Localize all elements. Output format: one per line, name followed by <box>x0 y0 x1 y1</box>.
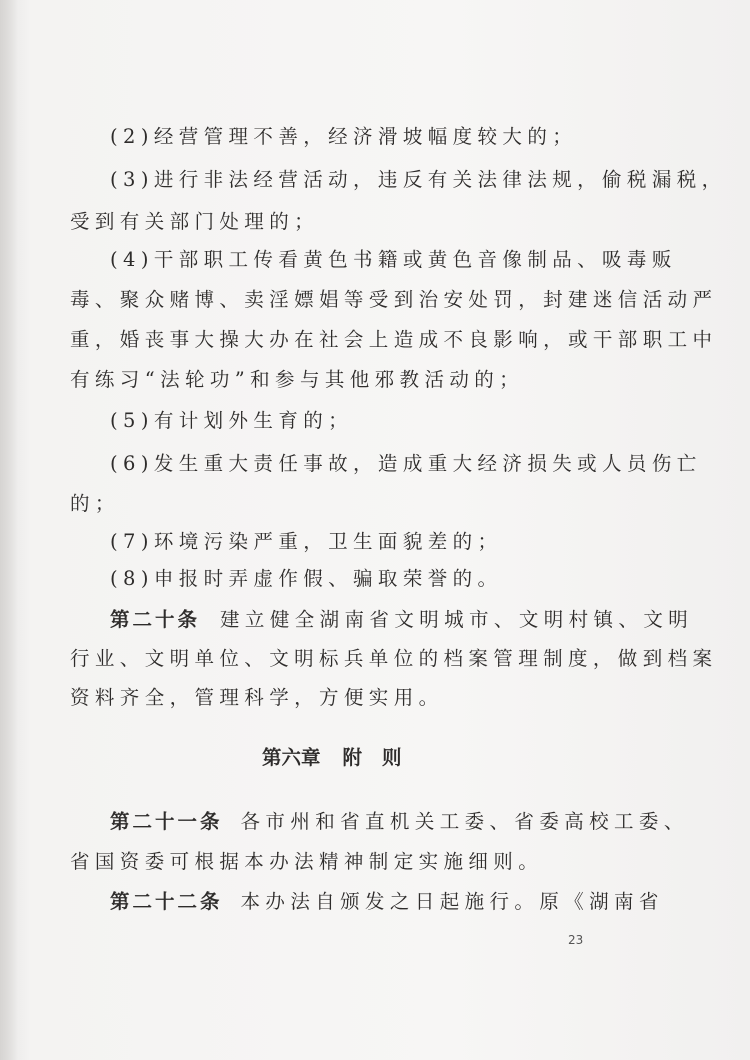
article-22-line <box>110 890 664 914</box>
text-line-9: (6)发生重大责任事故，造成重大经济损失或人员伤亡 <box>110 452 702 475</box>
page-fold-shadow <box>0 0 18 1060</box>
text-line-10: 的； <box>70 492 120 515</box>
article-20-line <box>110 608 693 632</box>
chapter-title-char-1: 附 <box>342 746 363 769</box>
text-line-4: (4)干部职工传看黄色书籍或黄色音像制品、吸毒贩 <box>110 248 677 271</box>
article-22-text: 本办法自颁发之日起施行。原《湖南省 <box>240 890 664 913</box>
text-line-17: 省国资委可根据本办法精神制定实施细则。 <box>70 850 544 873</box>
article-21-text: 各市州和省直机关工委、省委高校工委、 <box>240 810 689 833</box>
text-line-7: 有练习“法轮功”和参与其他邪教活动的； <box>70 368 525 391</box>
page-number: 23 <box>568 933 584 947</box>
text-line-1: (2)经营管理不善，经济滑坡幅度较大的； <box>110 125 578 148</box>
text-line-8: (5)有计划外生育的； <box>110 409 354 432</box>
article-21-label: 第二十一条 <box>110 810 223 833</box>
article-22-label: 第二十二条 <box>110 890 223 913</box>
article-20-text: 建立健全湖南省文明城市、文明村镇、文明 <box>220 608 694 631</box>
text-line-11: (7)环境污染严重，卫生面貌差的； <box>110 530 503 553</box>
text-line-12: (8)申报时弄虚作假、骗取荣誉的。 <box>110 567 503 590</box>
text-line-14: 行业、文明单位、文明标兵单位的档案管理制度，做到档案 <box>70 647 718 670</box>
article-21-line <box>110 810 689 834</box>
text-line-5: 毒、聚众赌博、卖淫嫖娼等受到治安处罚，封建迷信活动严 <box>70 288 718 311</box>
chapter-heading <box>262 746 402 770</box>
text-line-3: 受到有关部门处理的； <box>70 210 320 233</box>
text-line-2: (3)进行非法经营活动，违反有关法律法规，偷税漏税， <box>110 168 727 191</box>
text-line-15: 资料齐全，管理科学，方便实用。 <box>70 686 444 709</box>
article-20-label: 第二十条 <box>110 608 201 631</box>
text-line-6: 重，婚丧事大操大办在社会上造成不良影响，或干部职工中 <box>70 328 718 351</box>
chapter-label: 第六章 <box>262 746 321 769</box>
chapter-title-char-2: 则 <box>382 746 402 769</box>
